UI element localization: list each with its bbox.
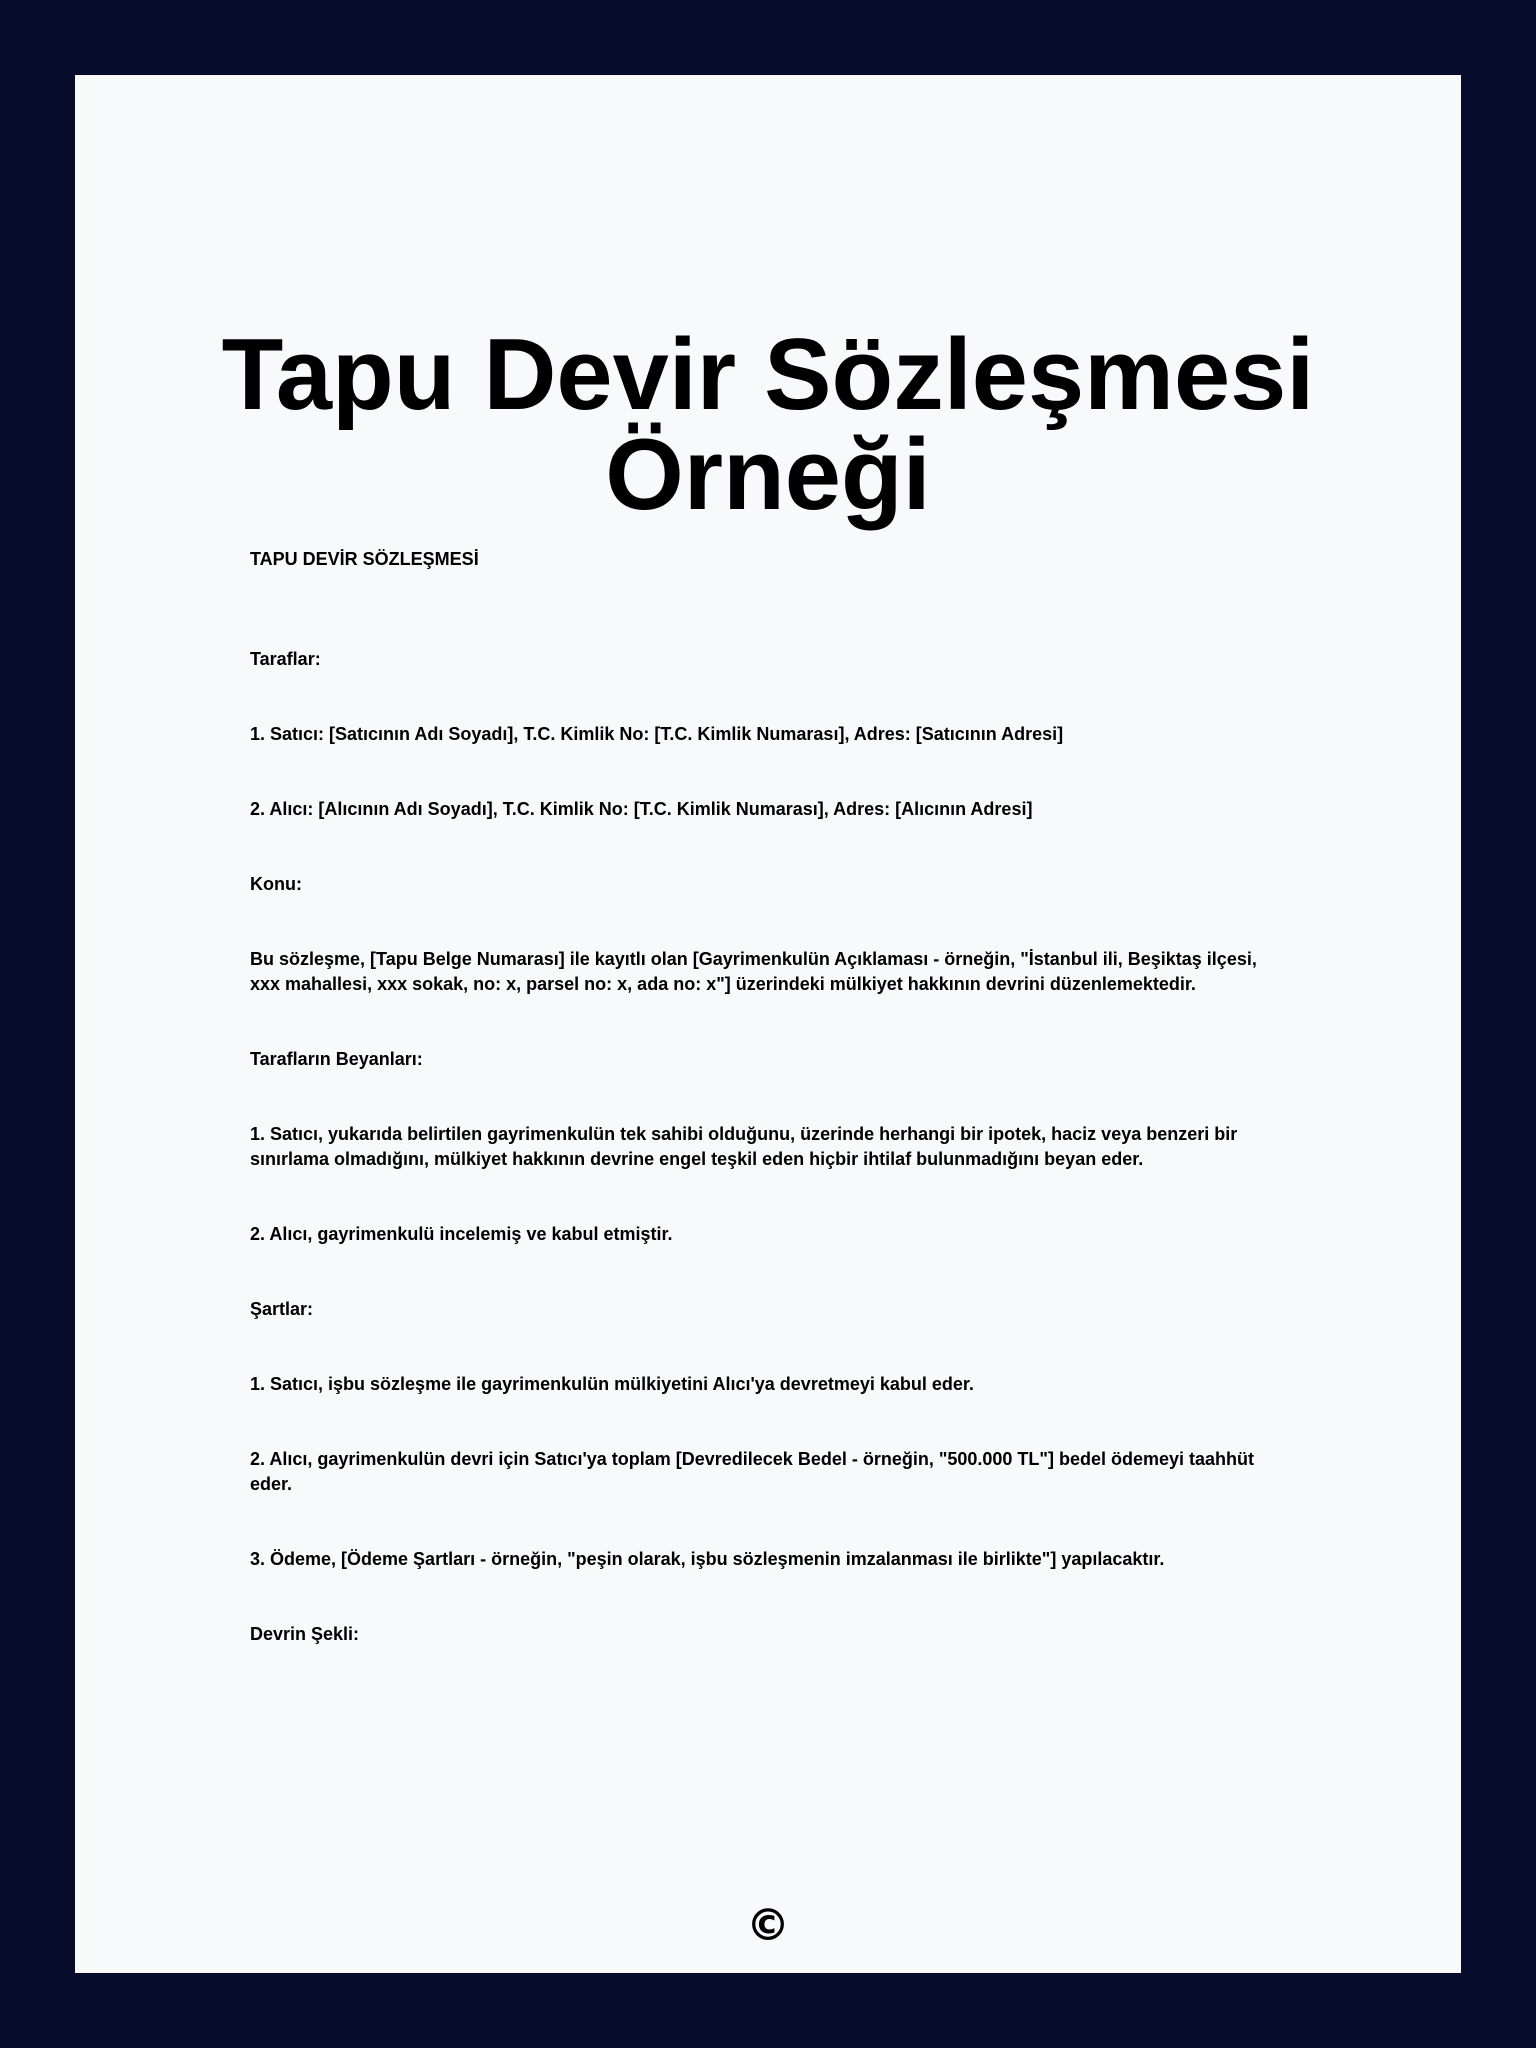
section-heading-transfer-form: Devrin Şekli: xyxy=(250,1624,360,1644)
declaration-buyer: 2. Alıcı, gayrimenkulü incelemiş ve kabul etmiştir. xyxy=(250,1224,673,1244)
contract-heading: TAPU DEVİR SÖZLEŞMESİ xyxy=(250,549,479,569)
subject-paragraph: Bu sözleşme, [Tapu Belge Numarası] ile kayıtlı olan [Gayrimenkulün Açıklaması - örneğin, "İstanbul ili, Beşiktaş ilçesi, xxx mahallesi, xxx sokak, no: x, parsel no: x, ada no: x"] üzerindeki mülkiyet hakkının devrini düzenlemektedir. xyxy=(250,949,1257,994)
term-1: 1. Satıcı, işbu sözleşme ile gayrimenkulün mülkiyetini Alıcı'ya devretmeyi kabul eder. xyxy=(250,1374,974,1394)
section-heading-terms: Şartlar: xyxy=(250,1299,314,1319)
document-body xyxy=(250,547,1260,1697)
term-2: 2. Alıcı, gayrimenkulün devri için Satıcı'ya toplam [Devredilecek Bedel - örneğin, "500.000 TL"] bedel ödemeyi taahhüt eder. xyxy=(250,1449,1254,1494)
party-buyer: 2. Alıcı: [Alıcının Adı Soyadı], T.C. Kimlik No: [T.C. Kimlik Numarası], Adres: [Alıcının Adresi] xyxy=(250,799,1033,819)
declaration-seller: 1. Satıcı, yukarıda belirtilen gayrimenkulün tek sahibi olduğunu, üzerinde herhangi bir ipotek, haciz veya benzeri bir sınırlama olmadığını, mülkiyet hakkının devrine engel teşkil eden hiçbir ihtilaf bulunmadığını beyan eder. xyxy=(250,1124,1238,1169)
section-heading-subject: Konu: xyxy=(250,874,302,894)
term-3: 3. Ödeme, [Ödeme Şartları - örneğin, "peşin olarak, işbu sözleşmenin imzalanması ile birlikte"] yapılacaktır. xyxy=(250,1549,1165,1569)
section-heading-parties: Taraflar: xyxy=(250,649,321,669)
copyright-icon: © xyxy=(746,1900,790,1951)
section-heading-declarations: Tarafların Beyanları: xyxy=(250,1049,423,1069)
document-page xyxy=(75,75,1461,1973)
document-title: Tapu Devir Sözleşmesi Örneği xyxy=(221,319,1315,531)
party-seller: 1. Satıcı: [Satıcının Adı Soyadı], T.C. Kimlik No: [T.C. Kimlik Numarası], Adres: [Satıcının Adresi] xyxy=(250,724,1064,744)
